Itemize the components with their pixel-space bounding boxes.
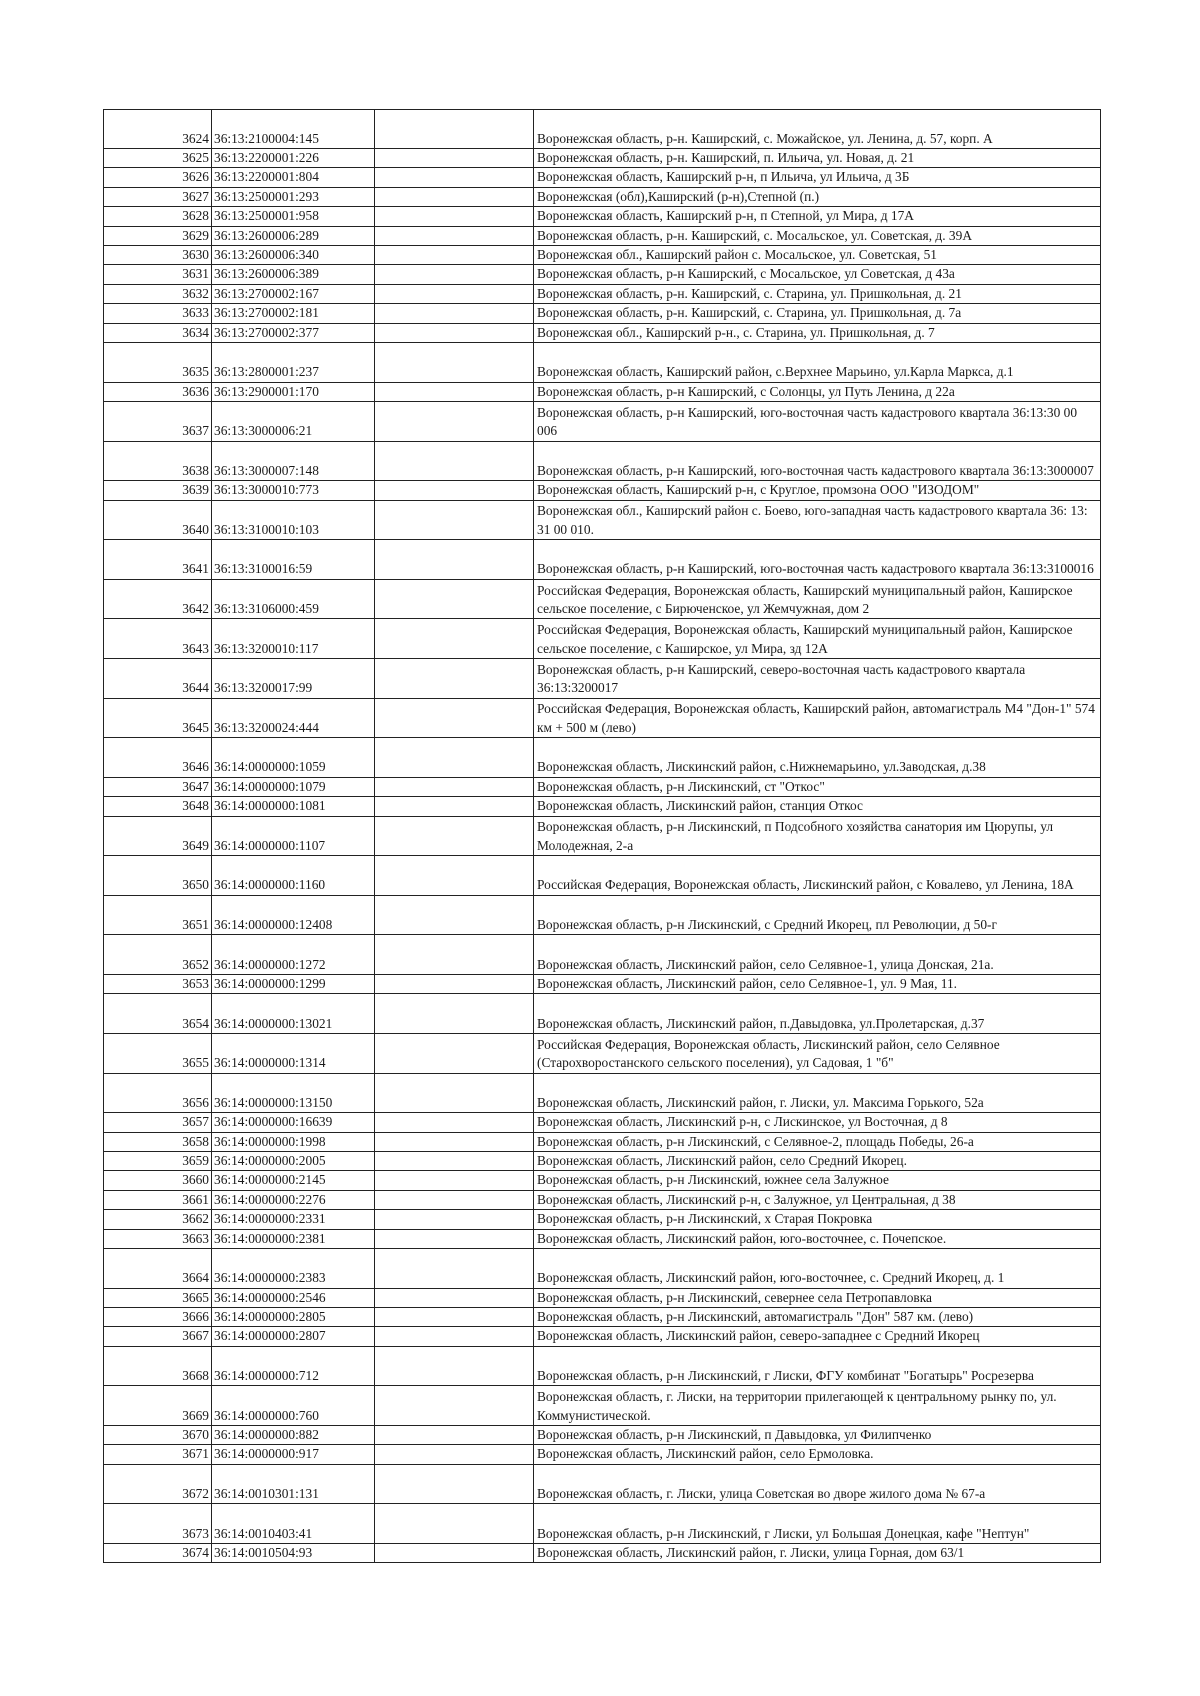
empty-cell: [375, 856, 534, 896]
cadastral-number-cell: 36:13:2900001:170: [212, 382, 375, 401]
address-cell: Воронежская область, р-н Лискинский, ст "Откос": [534, 777, 1101, 796]
address-cell: Российская Федерация, Воронежская область, Каширский район, автомагистраль М4 "Дон-1" 574 км + 500 м (лево): [534, 698, 1101, 738]
row-number-cell: 3640: [104, 500, 212, 540]
cadastral-number-cell: 36:13:2200001:804: [212, 168, 375, 187]
row-number-cell: 3665: [104, 1288, 212, 1307]
registry-table: [103, 109, 1101, 1563]
address-cell: Воронежская обл., Каширский р-н., с. Старина, ул. Пришкольная, д. 7: [534, 323, 1101, 342]
address-cell: Воронежская область, р-н Каширский, юго-восточная часть кадастрового квартала 36:13:30 00 006: [534, 402, 1101, 442]
cadastral-number-cell: 36:14:0000000:1998: [212, 1132, 375, 1151]
row-number-cell: 3674: [104, 1544, 212, 1563]
empty-cell: [375, 579, 534, 619]
table-row: [104, 777, 1101, 796]
empty-cell: [375, 975, 534, 994]
address-cell: Российская Федерация, Воронежская область, Лискинский район, село Селявное (Старохворостанского сельского поселения), ул Садовая, 1 "б": [534, 1034, 1101, 1074]
table-row: [104, 402, 1101, 442]
table-row: [104, 168, 1101, 187]
cadastral-number-cell: 36:13:3200010:117: [212, 619, 375, 659]
row-number-cell: 3664: [104, 1249, 212, 1289]
address-cell: Воронежская область, Лискинский район, г. Лиски, улица Горная, дом 63/1: [534, 1544, 1101, 1563]
empty-cell: [375, 168, 534, 187]
row-number-cell: 3645: [104, 698, 212, 738]
cadastral-number-cell: 36:14:0000000:13150: [212, 1073, 375, 1113]
row-number-cell: 3639: [104, 481, 212, 500]
empty-cell: [375, 816, 534, 856]
cadastral-number-cell: 36:14:0000000:2276: [212, 1190, 375, 1209]
empty-cell: [375, 323, 534, 342]
empty-cell: [375, 994, 534, 1034]
cadastral-number-cell: 36:13:3200017:99: [212, 659, 375, 699]
address-cell: Воронежская область, р-н. Каширский, п. Ильича, ул. Новая, д. 21: [534, 149, 1101, 168]
address-cell: Воронежская область, Лискинский район, село Селявное-1, ул. 9 Мая, 11.: [534, 975, 1101, 994]
empty-cell: [375, 265, 534, 284]
row-number-cell: 3628: [104, 207, 212, 226]
row-number-cell: 3625: [104, 149, 212, 168]
cadastral-number-cell: 36:13:3100016:59: [212, 540, 375, 580]
address-cell: Воронежская область, Лискинский район, г. Лиски, ул. Максима Горького, 52а: [534, 1073, 1101, 1113]
table-row: [104, 619, 1101, 659]
table-row: [104, 1152, 1101, 1171]
cadastral-number-cell: 36:14:0000000:712: [212, 1346, 375, 1386]
row-number-cell: 3638: [104, 441, 212, 481]
empty-cell: [375, 1210, 534, 1229]
address-cell: Воронежская область, Лискинский район, станция Откос: [534, 797, 1101, 816]
cadastral-number-cell: 36:14:0000000:1059: [212, 738, 375, 778]
cadastral-number-cell: 36:14:0000000:13021: [212, 994, 375, 1034]
cadastral-number-cell: 36:13:3000010:773: [212, 481, 375, 500]
table-row: [104, 1426, 1101, 1445]
empty-cell: [375, 1073, 534, 1113]
address-cell: Воронежская область, Лискинский район, село Средний Икорец.: [534, 1152, 1101, 1171]
table-row: [104, 1288, 1101, 1307]
address-cell: Воронежская область, р-н Лискинский, п Давыдовка, ул Филипченко: [534, 1426, 1101, 1445]
table-row: [104, 343, 1101, 383]
table-row: [104, 265, 1101, 284]
empty-cell: [375, 149, 534, 168]
cadastral-number-cell: 36:14:0000000:2005: [212, 1152, 375, 1171]
empty-cell: [375, 1445, 534, 1464]
row-number-cell: 3641: [104, 540, 212, 580]
address-cell: Воронежская область, р-н Лискинский, с Средний Икорец, пл Революции, д 50-г: [534, 895, 1101, 935]
cadastral-number-cell: 36:13:2600006:289: [212, 226, 375, 245]
table-row: [104, 187, 1101, 206]
address-cell: Воронежская область, Лискинский район, п.Давыдовка, ул.Пролетарская, д.37: [534, 994, 1101, 1034]
address-cell: Воронежская область, р-н Лискинский, г Лиски, ул Большая Донецкая, кафе "Нептун": [534, 1504, 1101, 1544]
empty-cell: [375, 1152, 534, 1171]
address-cell: Воронежская область, Лискинский район, северо-западнее с Средний Икорец: [534, 1327, 1101, 1346]
table-row: [104, 579, 1101, 619]
address-cell: Воронежская область, р-н Каширский, юго-восточная часть кадастрового квартала 36:13:3100016: [534, 540, 1101, 580]
address-cell: Российская Федерация, Воронежская область, Каширский муниципальный район, Каширское сельское поселение, с Бирюченское, ул Жемчужная, дом 2: [534, 579, 1101, 619]
cadastral-number-cell: 36:13:3106000:459: [212, 579, 375, 619]
row-number-cell: 3636: [104, 382, 212, 401]
address-cell: Воронежская область, р-н Каширский, с Солонцы, ул Путь Ленина, д 22а: [534, 382, 1101, 401]
cadastral-number-cell: 36:13:2700002:181: [212, 304, 375, 323]
cadastral-number-cell: 36:14:0000000:1160: [212, 856, 375, 896]
empty-cell: [375, 698, 534, 738]
table-row: [104, 1132, 1101, 1151]
row-number-cell: 3656: [104, 1073, 212, 1113]
table-row: [104, 1113, 1101, 1132]
table-row: [104, 207, 1101, 226]
table-row: [104, 935, 1101, 975]
row-number-cell: 3629: [104, 226, 212, 245]
cadastral-number-cell: 36:14:0000000:1299: [212, 975, 375, 994]
empty-cell: [375, 619, 534, 659]
row-number-cell: 3663: [104, 1229, 212, 1248]
table-row: [104, 816, 1101, 856]
address-cell: Российская Федерация, Воронежская область, Каширский муниципальный район, Каширское сельское поселение, с Каширское, ул Мира, зд 12А: [534, 619, 1101, 659]
row-number-cell: 3633: [104, 304, 212, 323]
address-cell: Воронежская область, р-н Лискинский, севернее села Петропавловка: [534, 1288, 1101, 1307]
empty-cell: [375, 1544, 534, 1563]
empty-cell: [375, 284, 534, 303]
table-row: [104, 1544, 1101, 1563]
table-row: [104, 500, 1101, 540]
address-cell: Воронежская обл., Каширский район с. Боево, юго-западная часть кадастрового квартала 36: 13: 31 00 010.: [534, 500, 1101, 540]
empty-cell: [375, 1288, 534, 1307]
empty-cell: [375, 738, 534, 778]
address-cell: Воронежская область, Лискинский район, с.Нижнемарьино, ул.Заводская, д.38: [534, 738, 1101, 778]
empty-cell: [375, 441, 534, 481]
cadastral-number-cell: 36:14:0000000:2807: [212, 1327, 375, 1346]
row-number-cell: 3666: [104, 1308, 212, 1327]
cadastral-number-cell: 36:14:0000000:2331: [212, 1210, 375, 1229]
table-row: [104, 738, 1101, 778]
row-number-cell: 3646: [104, 738, 212, 778]
cadastral-number-cell: 36:13:2700002:167: [212, 284, 375, 303]
address-cell: Воронежская область, Каширский р-н, п Ильича, ул Ильича, д 3Б: [534, 168, 1101, 187]
cadastral-number-cell: 36:13:3000006:21: [212, 402, 375, 442]
row-number-cell: 3643: [104, 619, 212, 659]
registry-table-body: [104, 110, 1101, 1563]
address-cell: Воронежская область, р-н Лискинский, г Лиски, ФГУ комбинат "Богатырь" Росрезерва: [534, 1346, 1101, 1386]
empty-cell: [375, 1426, 534, 1445]
row-number-cell: 3658: [104, 1132, 212, 1151]
address-cell: Воронежская область, р-н Лискинский, п Подсобного хозяйства санатория им Цюрупы, ул Молодежная, 2-а: [534, 816, 1101, 856]
row-number-cell: 3670: [104, 1426, 212, 1445]
cadastral-number-cell: 36:13:2200001:226: [212, 149, 375, 168]
empty-cell: [375, 481, 534, 500]
empty-cell: [375, 1464, 534, 1504]
empty-cell: [375, 343, 534, 383]
table-row: [104, 659, 1101, 699]
table-row: [104, 149, 1101, 168]
table-row: [104, 284, 1101, 303]
cadastral-number-cell: 36:13:3200024:444: [212, 698, 375, 738]
table-row: [104, 1229, 1101, 1248]
table-row: [104, 994, 1101, 1034]
row-number-cell: 3660: [104, 1171, 212, 1190]
empty-cell: [375, 1034, 534, 1074]
cadastral-number-cell: 36:14:0000000:882: [212, 1426, 375, 1445]
cadastral-number-cell: 36:14:0000000:1079: [212, 777, 375, 796]
address-cell: Воронежская (обл),Каширский (р-н),Степной (п.): [534, 187, 1101, 206]
row-number-cell: 3648: [104, 797, 212, 816]
row-number-cell: 3659: [104, 1152, 212, 1171]
empty-cell: [375, 304, 534, 323]
row-number-cell: 3671: [104, 1445, 212, 1464]
empty-cell: [375, 402, 534, 442]
cadastral-number-cell: 36:14:0000000:917: [212, 1445, 375, 1464]
table-row: [104, 304, 1101, 323]
row-number-cell: 3654: [104, 994, 212, 1034]
row-number-cell: 3652: [104, 935, 212, 975]
row-number-cell: 3627: [104, 187, 212, 206]
row-number-cell: 3630: [104, 246, 212, 265]
cadastral-number-cell: 36:14:0010504:93: [212, 1544, 375, 1563]
empty-cell: [375, 777, 534, 796]
row-number-cell: 3655: [104, 1034, 212, 1074]
empty-cell: [375, 935, 534, 975]
empty-cell: [375, 1171, 534, 1190]
cadastral-number-cell: 36:14:0000000:1314: [212, 1034, 375, 1074]
row-number-cell: 3632: [104, 284, 212, 303]
address-cell: Воронежская область, Лискинский район, юго-восточнее, с. Почепское.: [534, 1229, 1101, 1248]
row-number-cell: 3662: [104, 1210, 212, 1229]
table-row: [104, 1210, 1101, 1229]
address-cell: Воронежская область, р-н. Каширский, с. Можайское, ул. Ленина, д. 57, корп. А: [534, 110, 1101, 149]
table-row: [104, 540, 1101, 580]
row-number-cell: 3653: [104, 975, 212, 994]
cadastral-number-cell: 36:13:2600006:340: [212, 246, 375, 265]
row-number-cell: 3657: [104, 1113, 212, 1132]
empty-cell: [375, 1190, 534, 1209]
address-cell: Воронежская область, р-н Каширский, с Мосальское, ул Советская, д 43а: [534, 265, 1101, 284]
row-number-cell: 3634: [104, 323, 212, 342]
empty-cell: [375, 1113, 534, 1132]
row-number-cell: 3637: [104, 402, 212, 442]
address-cell: Воронежская обл., Каширский район с. Мосальское, ул. Советская, 51: [534, 246, 1101, 265]
address-cell: Воронежская область, Лискинский район, село Ермоловка.: [534, 1445, 1101, 1464]
address-cell: Воронежская область, р-н. Каширский, с. Старина, ул. Пришкольная, д. 21: [534, 284, 1101, 303]
row-number-cell: 3650: [104, 856, 212, 896]
address-cell: Воронежская область, р-н Каширский, северо-восточная часть кадастрового квартала 36:13:3200017: [534, 659, 1101, 699]
row-number-cell: 3651: [104, 895, 212, 935]
table-row: [104, 1464, 1101, 1504]
table-row: [104, 1073, 1101, 1113]
empty-cell: [375, 1229, 534, 1248]
empty-cell: [375, 246, 534, 265]
cadastral-number-cell: 36:14:0000000:2383: [212, 1249, 375, 1289]
table-row: [104, 382, 1101, 401]
cadastral-number-cell: 36:13:2500001:293: [212, 187, 375, 206]
table-row: [104, 226, 1101, 245]
address-cell: Воронежская область, г. Лиски, на территории прилегающей к центральному рынку по, ул. Коммунистической.: [534, 1386, 1101, 1426]
table-row: [104, 1308, 1101, 1327]
cadastral-number-cell: 36:13:2800001:237: [212, 343, 375, 383]
address-cell: Воронежская область, Лискинский район, село Селявное-1, улица Донская, 21а.: [534, 935, 1101, 975]
empty-cell: [375, 797, 534, 816]
cadastral-number-cell: 36:13:3000007:148: [212, 441, 375, 481]
empty-cell: [375, 1504, 534, 1544]
row-number-cell: 3647: [104, 777, 212, 796]
table-row: [104, 856, 1101, 896]
row-number-cell: 3644: [104, 659, 212, 699]
row-number-cell: 3635: [104, 343, 212, 383]
address-cell: Воронежская область, р-н Лискинский, х Старая Покровка: [534, 1210, 1101, 1229]
cadastral-number-cell: 36:14:0000000:2805: [212, 1308, 375, 1327]
address-cell: Воронежская область, Каширский район, с.Верхнее Марьино, ул.Карла Маркса, д.1: [534, 343, 1101, 383]
cadastral-number-cell: 36:13:3100010:103: [212, 500, 375, 540]
empty-cell: [375, 895, 534, 935]
cadastral-number-cell: 36:14:0000000:12408: [212, 895, 375, 935]
address-cell: Российская Федерация, Воронежская область, Лискинский район, с Ковалево, ул Ленина, 18А: [534, 856, 1101, 896]
row-number-cell: 3661: [104, 1190, 212, 1209]
table-row: [104, 1386, 1101, 1426]
address-cell: Воронежская область, р-н. Каширский, с. Старина, ул. Пришкольная, д. 7а: [534, 304, 1101, 323]
empty-cell: [375, 207, 534, 226]
table-row: [104, 1346, 1101, 1386]
address-cell: Воронежская область, г. Лиски, улица Советская во дворе жилого дома № 67-а: [534, 1464, 1101, 1504]
row-number-cell: 3624: [104, 110, 212, 149]
row-number-cell: 3668: [104, 1346, 212, 1386]
table-row: [104, 975, 1101, 994]
address-cell: Воронежская область, р-н Каширский, юго-восточная часть кадастрового квартала 36:13:3000007: [534, 441, 1101, 481]
empty-cell: [375, 1249, 534, 1289]
row-number-cell: 3642: [104, 579, 212, 619]
address-cell: Воронежская область, р-н Лискинский, южнее села Залужное: [534, 1171, 1101, 1190]
cadastral-number-cell: 36:14:0000000:16639: [212, 1113, 375, 1132]
empty-cell: [375, 1132, 534, 1151]
address-cell: Воронежская область, Лискинский р-н, с Лискинское, ул Восточная, д 8: [534, 1113, 1101, 1132]
empty-cell: [375, 226, 534, 245]
cadastral-number-cell: 36:13:2700002:377: [212, 323, 375, 342]
address-cell: Воронежская область, Каширский р-н, п Степной, ул Мира, д 17А: [534, 207, 1101, 226]
table-row: [104, 246, 1101, 265]
address-cell: Воронежская область, р-н. Каширский, с. Мосальское, ул. Советская, д. 39А: [534, 226, 1101, 245]
address-cell: Воронежская область, Лискинский район, юго-восточнее, с. Средний Икорец, д. 1: [534, 1249, 1101, 1289]
table-row: [104, 1171, 1101, 1190]
cadastral-number-cell: 36:14:0000000:1081: [212, 797, 375, 816]
cadastral-number-cell: 36:14:0000000:2145: [212, 1171, 375, 1190]
table-row: [104, 698, 1101, 738]
table-row: [104, 1445, 1101, 1464]
table-row: [104, 1190, 1101, 1209]
empty-cell: [375, 1327, 534, 1346]
address-cell: Воронежская область, Каширский р-н, с Круглое, промзона ООО "ИЗОДОМ": [534, 481, 1101, 500]
cadastral-number-cell: 36:14:0000000:2546: [212, 1288, 375, 1307]
empty-cell: [375, 1386, 534, 1426]
row-number-cell: 3667: [104, 1327, 212, 1346]
table-row: [104, 895, 1101, 935]
empty-cell: [375, 500, 534, 540]
row-number-cell: 3631: [104, 265, 212, 284]
table-row: [104, 1327, 1101, 1346]
row-number-cell: 3673: [104, 1504, 212, 1544]
cadastral-number-cell: 36:13:2500001:958: [212, 207, 375, 226]
address-cell: Воронежская область, Лискинский р-н, с Залужное, ул Центральная, д 38: [534, 1190, 1101, 1209]
empty-cell: [375, 1346, 534, 1386]
row-number-cell: 3669: [104, 1386, 212, 1426]
row-number-cell: 3649: [104, 816, 212, 856]
empty-cell: [375, 187, 534, 206]
table-row: [104, 1504, 1101, 1544]
cadastral-number-cell: 36:13:2100004:145: [212, 110, 375, 149]
address-cell: Воронежская область, р-н Лискинский, с Селявное-2, площадь Победы, 26-а: [534, 1132, 1101, 1151]
empty-cell: [375, 110, 534, 149]
empty-cell: [375, 382, 534, 401]
cadastral-number-cell: 36:14:0000000:760: [212, 1386, 375, 1426]
table-row: [104, 481, 1101, 500]
table-row: [104, 110, 1101, 149]
empty-cell: [375, 540, 534, 580]
empty-cell: [375, 1308, 534, 1327]
address-cell: Воронежская область, р-н Лискинский, автомагистраль "Дон" 587 км. (лево): [534, 1308, 1101, 1327]
cadastral-number-cell: 36:13:2600006:389: [212, 265, 375, 284]
cadastral-number-cell: 36:14:0000000:1272: [212, 935, 375, 975]
table-row: [104, 1249, 1101, 1289]
table-row: [104, 441, 1101, 481]
row-number-cell: 3672: [104, 1464, 212, 1504]
cadastral-number-cell: 36:14:0000000:1107: [212, 816, 375, 856]
table-row: [104, 797, 1101, 816]
table-row: [104, 323, 1101, 342]
empty-cell: [375, 659, 534, 699]
cadastral-number-cell: 36:14:0000000:2381: [212, 1229, 375, 1248]
cadastral-number-cell: 36:14:0010301:131: [212, 1464, 375, 1504]
row-number-cell: 3626: [104, 168, 212, 187]
table-row: [104, 1034, 1101, 1074]
cadastral-number-cell: 36:14:0010403:41: [212, 1504, 375, 1544]
